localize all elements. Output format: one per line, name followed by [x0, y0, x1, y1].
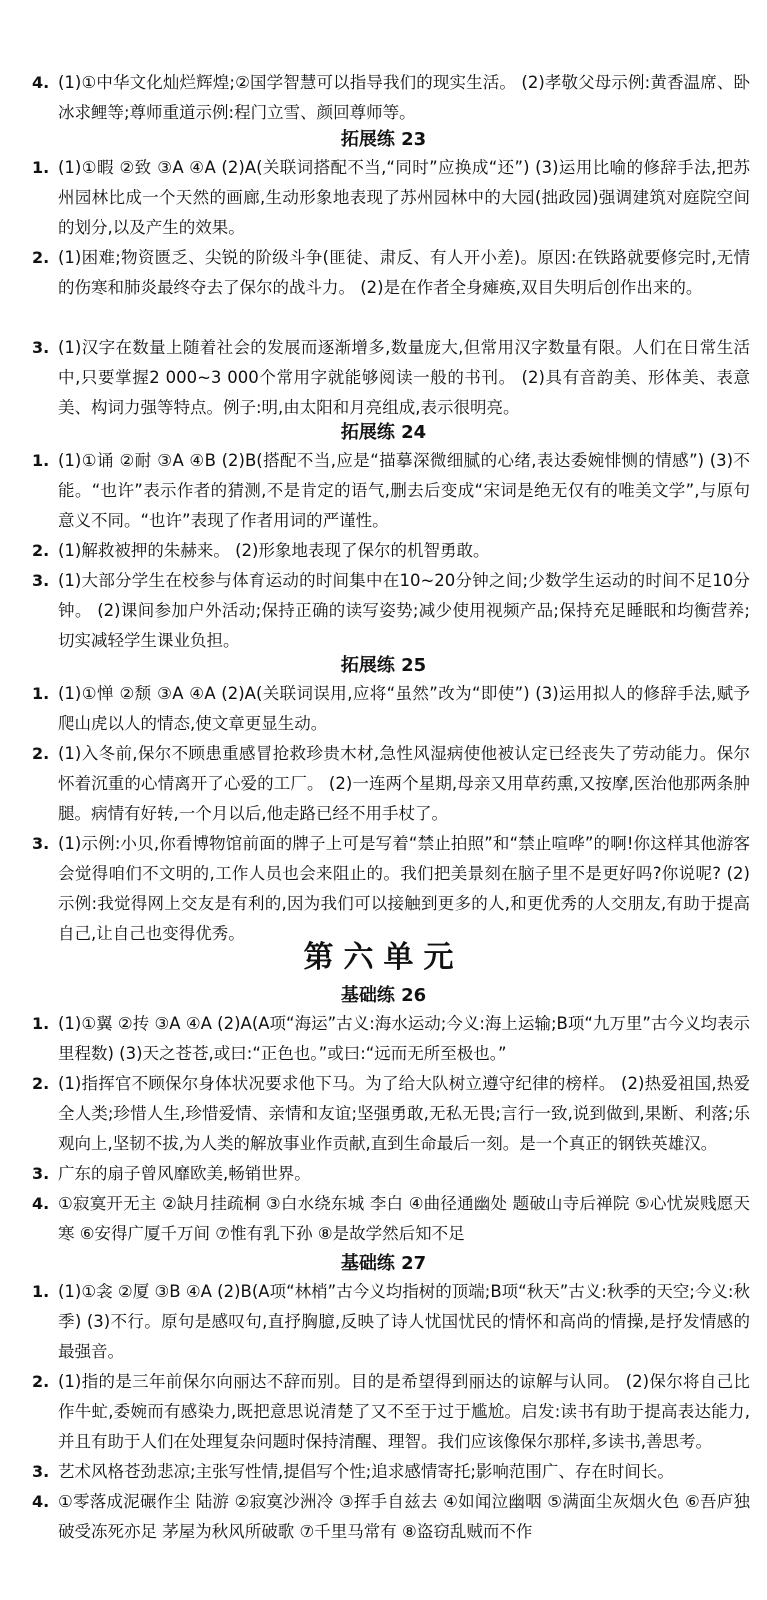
answer-item: [22, 1159, 750, 1189]
item-number: 3.: [32, 571, 50, 590]
answer-item: [22, 829, 750, 949]
answer-item: [22, 536, 750, 566]
answer-item: [22, 1487, 750, 1547]
item-number: 4.: [32, 73, 50, 92]
item-number: 2.: [32, 541, 50, 560]
item-text: (1)①衾 ②厦 ③B ④A (2)B(A项“林梢”古今义均指树的顶端;B项“秋天”古义:秋季的天空;今义:秋季) (3)不行。原句是感叹句,直抒胸臆,反映了诗人忧国忧民的情怀和高尚的情操,是抒发情感的最强音。: [58, 1282, 750, 1361]
item-text: ①寂寞开无主 ②缺月挂疏桐 ③白水绕东城 李白 ④曲径通幽处 题破山寺后禅院 ⑤心忧炭贱愿天寒 ⑥安得广厦千万间 ⑦惟有乳下孙 ⑧是故学然后知不足: [58, 1194, 750, 1243]
answer-item: [22, 1189, 750, 1249]
item-number: 2.: [32, 1372, 50, 1391]
answer-item: [22, 679, 750, 739]
item-number: 2.: [32, 744, 50, 763]
answer-item: [22, 68, 750, 128]
item-text: (1)①翼 ②抟 ③A ④A (2)A(A项“海运”古义:海水运动;今义:海上运输;B项“九万里”古今义均表示里程数) (3)天之苍苍,或曰:“正色也。”或曰:“远而无所至极也。”: [58, 1014, 750, 1063]
item-text: (1)①惮 ②颓 ③A ④A (2)A(关联词误用,应将“虽然”改为“即使”) (3)运用拟人的修辞手法,赋予爬山虎以人的情态,使文章更显生动。: [58, 684, 750, 733]
item-text: (1)困难;物资匮乏、尖锐的阶级斗争(匪徒、肃反、有人开小差)。原因:在铁路就要修完时,无情的伤寒和肺炎最终夺去了保尔的战斗力。 (2)是在作者全身瘫痪,双目失明后创作出来的。: [58, 248, 750, 297]
item-text: ①零落成泥碾作尘 陆游 ②寂寞沙洲冷 ③挥手自兹去 ④如闻泣幽咽 ⑤满面尘灰烟火色 ⑥吾庐独破受冻死亦足 茅屋为秋风所破歌 ⑦千里马常有 ⑧盗窃乱贼而不作: [58, 1492, 750, 1541]
answer-item: [22, 243, 750, 303]
item-text: 广东的扇子曾风靡欧美,畅销世界。: [58, 1164, 311, 1183]
section-heading: 拓展练 25: [340, 655, 427, 676]
item-number: 1.: [32, 451, 50, 470]
item-text: (1)①暇 ②致 ③A ④A (2)A(关联词搭配不当,“同时”应换成“还”) (3)运用比喻的修辞手法,把苏州园林比成一个天然的画廊,生动形象地表现了苏州园林中的大园(拙政园)强调建筑对庭院空间的划分,以及产生的效果。: [58, 158, 750, 237]
item-number: 3.: [32, 834, 50, 853]
item-number: 4.: [32, 1492, 50, 1511]
answer-item: [22, 1457, 750, 1487]
item-number: 1.: [32, 1014, 50, 1033]
item-text: (1)示例:小贝,你看博物馆前面的牌子上可是写着“禁止拍照”和“禁止喧哗”的啊!你这样其他游客会觉得咱们不文明的,工作人员也会来阻止的。我们把美景刻在脑子里不是更好吗?你说呢? (2)示例:我觉得网上交友是有利的,因为我们可以接触到更多的人,和更优秀的人交朋友,有助于提高自己,让自己也变得优秀。: [58, 834, 750, 943]
item-number: 1.: [32, 684, 50, 703]
item-text: (1)汉字在数量上随着社会的发展而逐渐增多,数量庞大,但常用汉字数量有限。人们在日常生活中,只要掌握2 000~3 000个常用字就能够阅读一般的书刊。 (2)具有音韵美、形体美、表意美、构词力强等特点。例子:明,由太阳和月亮组成,表示很明亮。: [58, 338, 750, 417]
answer-item: [22, 1277, 750, 1367]
section-heading: 拓展练 23: [340, 129, 427, 150]
item-number: 1.: [32, 158, 50, 177]
item-number: 2.: [32, 248, 50, 267]
answer-item: [22, 566, 750, 656]
item-text: 艺术风格苍劲悲凉;主张写性情,提倡写个性;追求感情寄托;影响范围广、存在时间长。: [58, 1462, 674, 1481]
item-text: (1)指的是三年前保尔向丽达不辞而别。目的是希望得到丽达的谅解与认同。 (2)保尔将自己比作牛虻,委婉而有感染力,既把意思说清楚了又不至于过于尴尬。启发:读书有助于提高表达能力,并且有助于人们在处理复杂问题时保持清醒、理智。我们应该像保尔那样,多读书,善思考。: [58, 1372, 750, 1451]
answer-item: [22, 153, 750, 243]
answer-item: [22, 333, 750, 423]
item-text: (1)①中华文化灿烂辉煌;②国学智慧可以指导我们的现实生活。 (2)孝敬父母示例:黄香温席、卧冰求鲤等;尊师重道示例:程门立雪、颜回尊师等。: [58, 73, 750, 122]
item-number: 4.: [32, 1194, 50, 1213]
item-number: 3.: [32, 1462, 50, 1481]
item-number: 3.: [32, 1164, 50, 1183]
item-number: 1.: [32, 1282, 50, 1301]
unit-title: 第六单元: [303, 940, 464, 975]
answer-item: [22, 1009, 750, 1069]
item-text: (1)指挥官不顾保尔身体状况要求他下马。为了给大队树立遵守纪律的榜样。 (2)热爱祖国,热爱全人类;珍惜人生,珍惜爱情、亲情和友谊;坚强勇敢,无私无畏;言行一致,说到做到,果断、利落;乐观向上,坚韧不拔,为人类的解放事业作贡献,直到生命最后一刻。是一个真正的钢铁英雄汉。: [58, 1074, 750, 1153]
item-text: (1)①诵 ②耐 ③A ④B (2)B(搭配不当,应是“描摹深微细腻的心绪,表达委婉悱恻的情感”) (3)不能。“也许”表示作者的猜测,不是肯定的语气,删去后变成“宋词是绝无仅有的唯美文学”,与原句意义不同。“也许”表现了作者用词的严谨性。: [58, 451, 750, 530]
item-text: (1)大部分学生在校参与体育运动的时间集中在10~20分钟之间;少数学生运动的时间不足10分钟。 (2)课间参加户外活动;保持正确的读写姿势;减少使用视频产品;保持充足睡眠和均衡营养;切实减轻学生课业负担。: [58, 571, 750, 650]
item-number: 3.: [32, 338, 50, 357]
answer-item: [22, 739, 750, 829]
item-text: (1)解救被押的朱赫来。 (2)形象地表现了保尔的机智勇敢。: [58, 541, 490, 560]
section-heading: 拓展练 24: [340, 422, 427, 443]
item-number: 2.: [32, 1074, 50, 1093]
item-text: (1)入冬前,保尔不顾患重感冒抢救珍贵木材,急性风湿病使他被认定已经丧失了劳动能力。保尔怀着沉重的心情离开了心爱的工厂。 (2)一连两个星期,母亲又用草药熏,又按摩,医治他那两条肿腿。病情有好转,一个月以后,他走路已经不用手杖了。: [58, 744, 750, 823]
answer-item: [22, 1069, 750, 1159]
answer-item: [22, 1367, 750, 1457]
section-heading: 基础练 26: [340, 985, 427, 1006]
section-heading: 基础练 27: [340, 1253, 427, 1274]
answer-item: [22, 446, 750, 536]
